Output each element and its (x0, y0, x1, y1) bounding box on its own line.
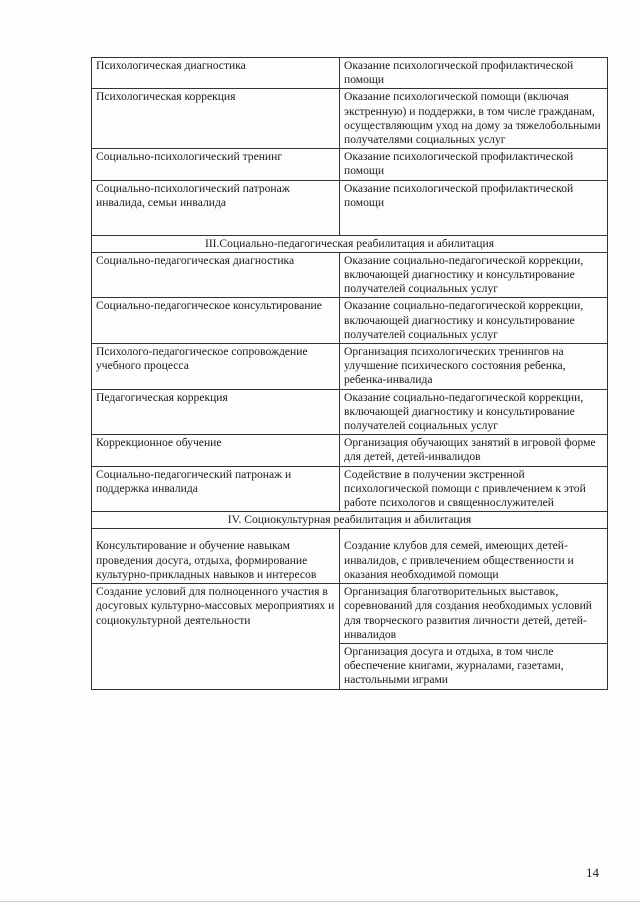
table-row (92, 529, 608, 584)
service-name-cell: Социально-педагогическая диагностика (92, 252, 340, 298)
service-name-cell: Социально-психологический тренинг (92, 149, 340, 180)
section-3-heading: III.Социально-педагогическая реабилитация и абилитация (92, 235, 608, 252)
table-row (92, 180, 608, 235)
service-name-cell: Педагогическая коррекция (92, 389, 340, 435)
service-name-cell: Социально-педагогическое консультирование (92, 298, 340, 344)
services-table (91, 57, 608, 690)
table-row (92, 389, 608, 435)
service-description-cell: Оказание социально-педагогической коррекции, включающей диагностику и консультирование получателей социальных услуг (340, 389, 608, 435)
service-description-cell: Оказание психологической профилактической помощи (340, 58, 608, 89)
page-number: 14 (586, 865, 599, 880)
table-row (92, 89, 608, 149)
service-description-cell: Создание клубов для семей, имеющих детей-инвалидов, с привлечением общественности и оказания необходимой помощи (340, 529, 608, 584)
service-name-cell: Психолого-педагогическое сопровождение учебного процесса (92, 344, 340, 390)
service-description-cell: Организация обучающих занятий в игровой форме для детей, детей-инвалидов (340, 435, 608, 466)
service-name-cell: Консультирование и обучение навыкам проведения досуга, отдыха, формирование культурно-прикладных навыков и интересов (92, 529, 340, 584)
service-description-cell: Оказание психологической помощи (включая экстренную) и поддержки, в том числе гражданам, осуществляющим уход на дому за тяжелобольными получателями социальных услуг (340, 89, 608, 149)
service-name-cell: Социально-педагогический патронаж и поддержка инвалида (92, 466, 340, 512)
section-heading-row (92, 512, 608, 529)
service-description-cell: Содействие в получении экстренной психологической помощи с привлечением к этой работе психологов и священнослужителей (340, 466, 608, 512)
service-name-cell: Психологическая диагностика (92, 58, 340, 89)
table-row (92, 298, 608, 344)
service-description-cell: Оказание психологической профилактической помощи (340, 149, 608, 180)
service-description-cell: Оказание психологической профилактической помощи (340, 180, 608, 235)
table-row (92, 584, 608, 644)
service-description-cell: Оказание социально-педагогической коррекции, включающей диагностику и консультирование получателей социальных услуг (340, 252, 608, 298)
table-row (92, 344, 608, 390)
service-description-cell: Оказание социально-педагогической коррекции, включающей диагностику и консультирование получателей социальных услуг (340, 298, 608, 344)
table-row (92, 252, 608, 298)
service-name-cell: Социально-психологический патронаж инвалида, семьи инвалида (92, 180, 340, 235)
section-heading-row (92, 235, 608, 252)
table-row (92, 435, 608, 466)
service-name-cell: Коррекционное обучение (92, 435, 340, 466)
table-row (92, 58, 608, 89)
service-description-cell: Организация психологических тренингов на улучшение психического состояния ребенка, ребенка-инвалида (340, 344, 608, 390)
service-name-cell: Психологическая коррекция (92, 89, 340, 149)
page-edge-line (0, 901, 640, 902)
section-4-heading: IV. Социокультурная реабилитация и абилитация (92, 512, 608, 529)
table-row (92, 466, 608, 512)
service-name-cell: Создание условий для полноценного участия в досуговых культурно-массовых мероприятиях и социокультурной деятельности (92, 584, 340, 689)
service-description-cell: Организация благотворительных выставок, соревнований для создания необходимых условий для творческого развития личности детей, детей-инвалидов (340, 584, 608, 644)
table-row (92, 149, 608, 180)
service-description-cell: Организация досуга и отдыха, в том числе обеспечение книгами, журналами, газетами, настольными играми (340, 643, 608, 689)
